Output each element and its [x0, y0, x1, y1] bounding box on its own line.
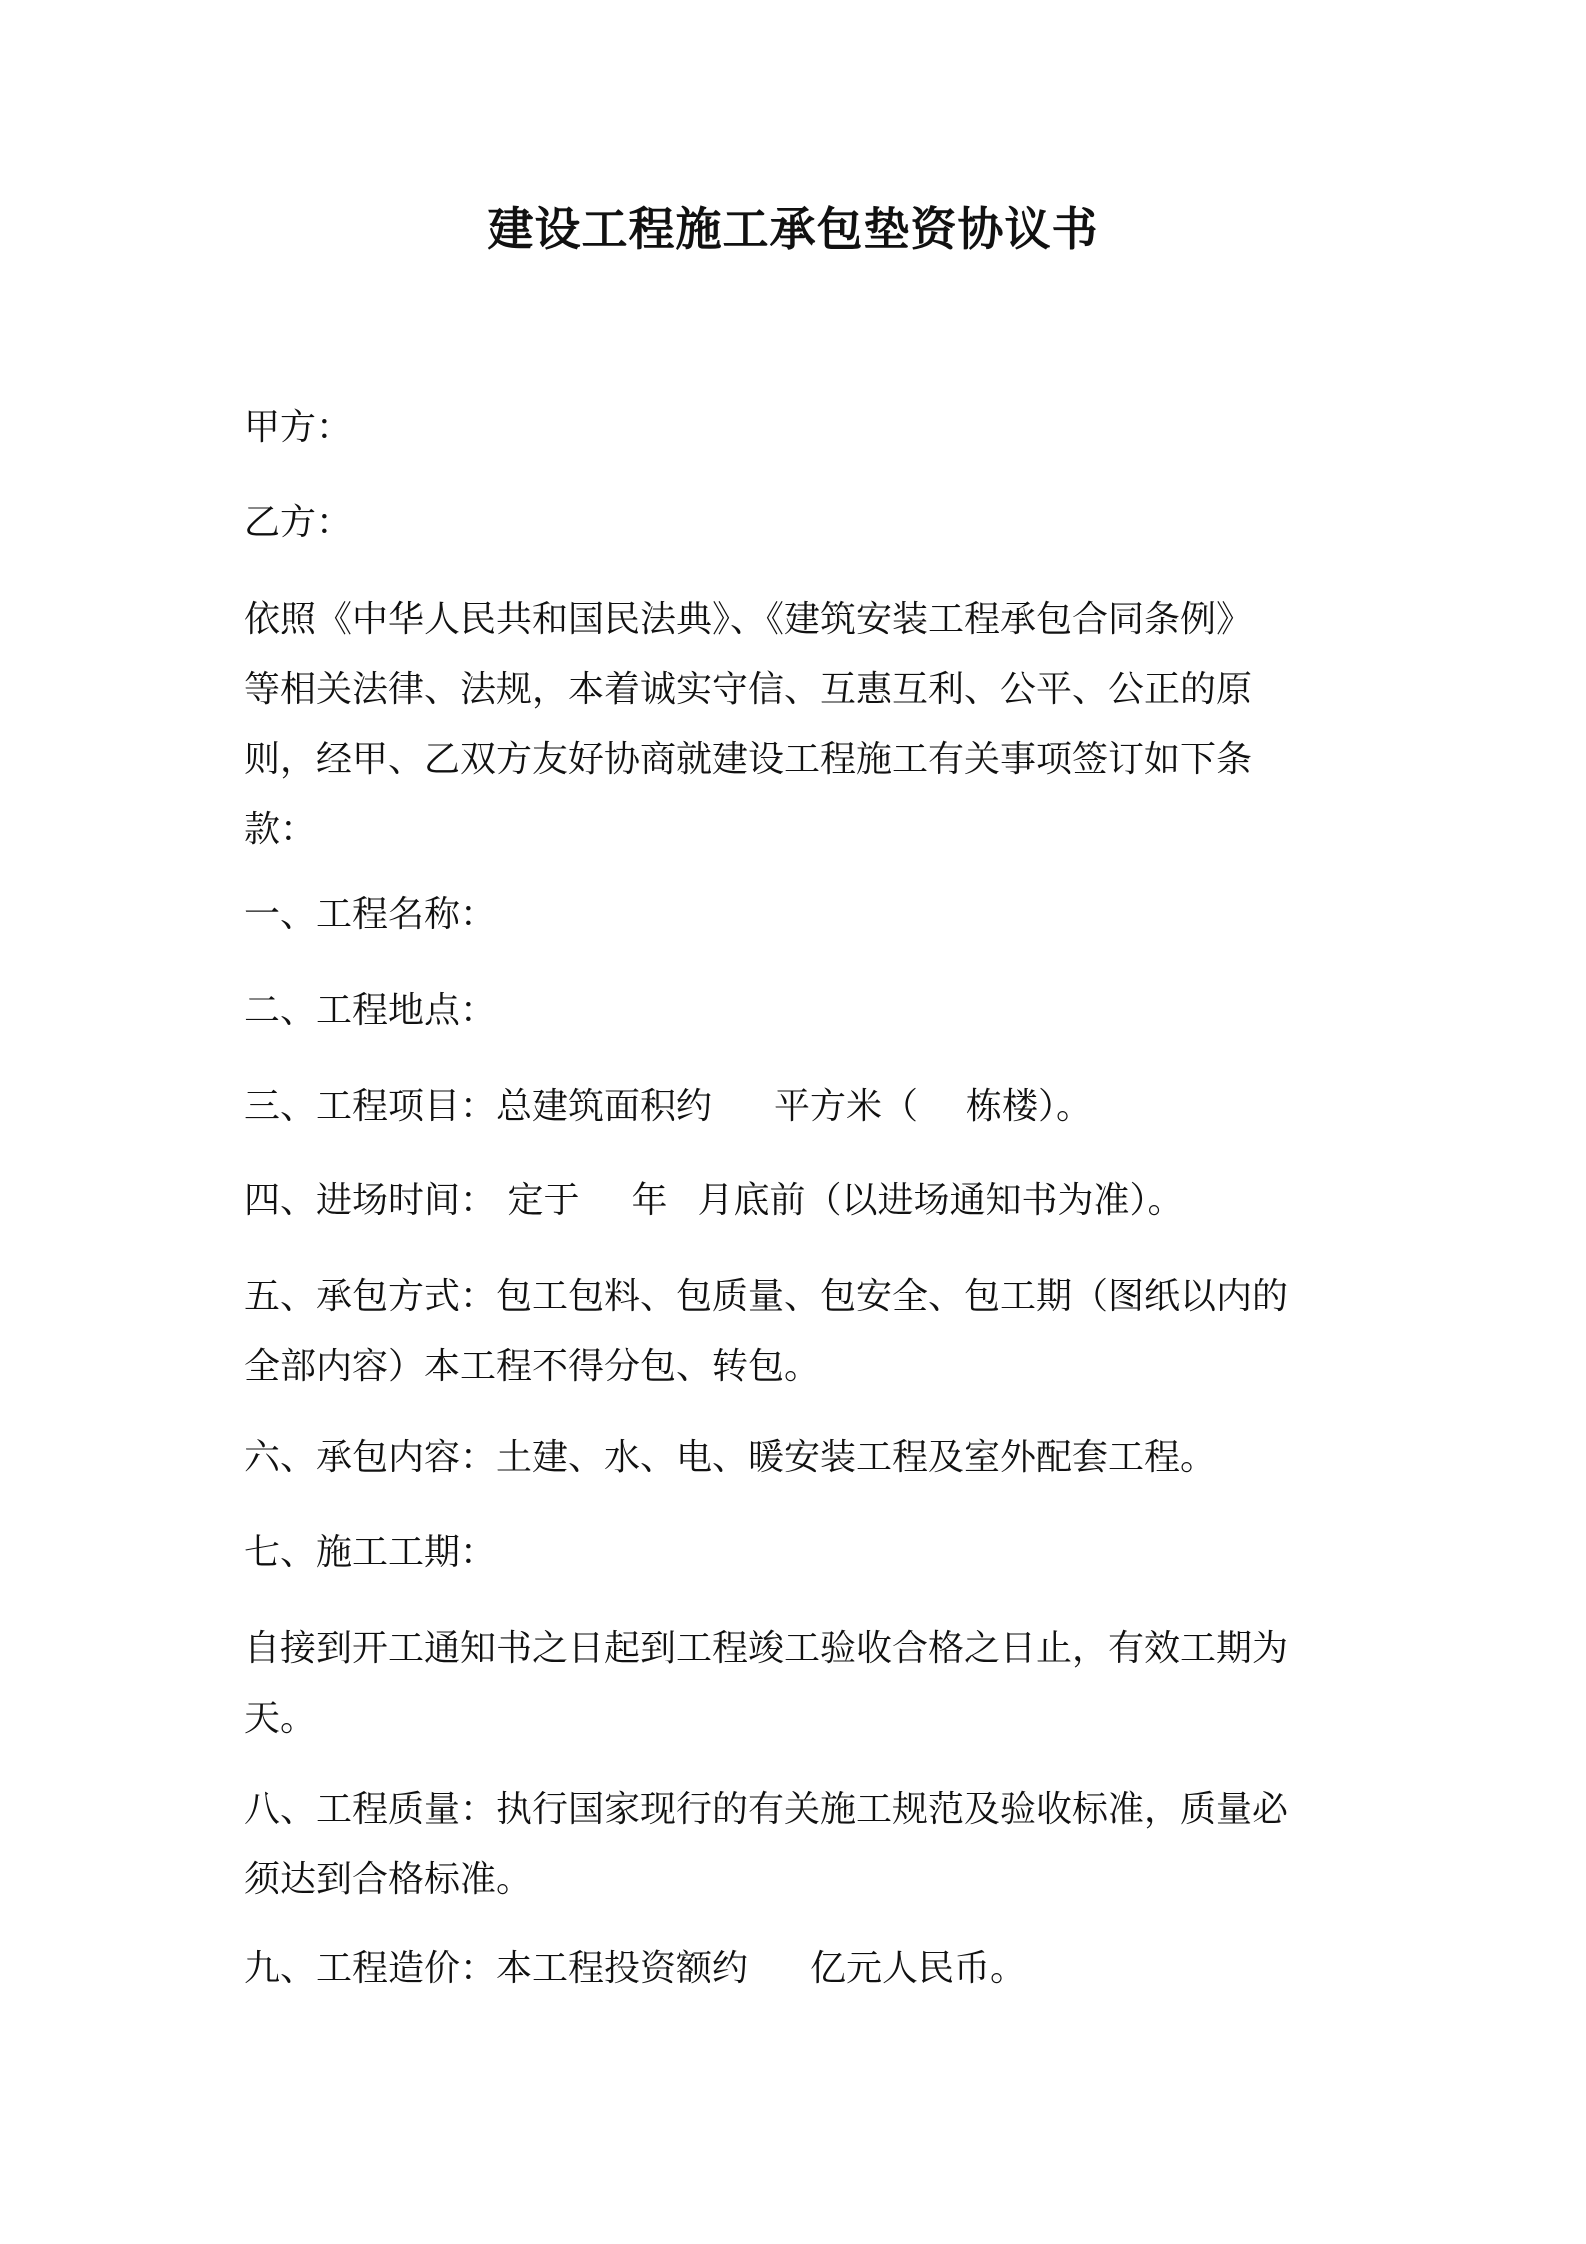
- party-a-label: 甲方：: [244, 407, 353, 448]
- clause-quality: [244, 1775, 1344, 1915]
- preamble-line: 等相关法律、法规，本着诚实守信、互惠互利、公平、公正的原: [244, 669, 1253, 710]
- clause-line: 须达到合格标准。: [244, 1859, 533, 1900]
- clause-line: 自接到开工通知书之日起到工程竣工验收合格之日止，有效工期为: [244, 1628, 1289, 1669]
- preamble-line: 款：: [244, 809, 317, 850]
- clause-line: 全部内容）本工程不得分包、转包。: [244, 1346, 821, 1387]
- clause-project-location: 二、工程地点：: [244, 990, 497, 1031]
- clause-period-detail: [244, 1614, 1344, 1754]
- clause-line: 八、工程质量：执行国家现行的有关施工规范及验收标准，质量必: [244, 1789, 1289, 1830]
- clause-text: 四、进场时间： 定于: [244, 1180, 580, 1221]
- clause-text: 年: [631, 1180, 668, 1221]
- clause-text: 三、工程项目：总建筑面积约: [244, 1086, 713, 1127]
- clause-construction-period: 七、施工工期：: [244, 1532, 497, 1573]
- clause-project-scope: [244, 1072, 1344, 1142]
- clause-project-name: 一、工程名称：: [244, 894, 497, 935]
- clause-contract-mode: [244, 1262, 1344, 1402]
- clause-text: 亿元人民币。: [810, 1948, 1027, 1989]
- clause-line: 天。: [244, 1698, 317, 1739]
- clause-contract-content: 六、承包内容：土建、水、电、暖安装工程及室外配套工程。: [244, 1437, 1217, 1478]
- clause-text: 栋楼）。: [966, 1086, 1093, 1127]
- clause-entry-time: [244, 1166, 1344, 1236]
- clause-text: 月底前（以进场通知书为准）。: [697, 1180, 1184, 1221]
- clause-line: 五、承包方式：包工包料、包质量、包安全、包工期（图纸以内的: [244, 1276, 1289, 1317]
- document-title: 建设工程施工承包垫资协议书: [487, 202, 1099, 256]
- clause-text: 平方米（: [774, 1086, 919, 1127]
- preamble-line: 依照《中华人民共和国民法典》、《建筑安装工程承包合同条例》: [244, 599, 1253, 640]
- preamble-paragraph: [244, 585, 1344, 865]
- clause-project-cost: [244, 1934, 1344, 2004]
- preamble-line: 则，经甲、乙双方友好协商就建设工程施工有关事项签订如下条: [244, 739, 1253, 780]
- clause-text: 九、工程造价：本工程投资额约: [244, 1948, 749, 1989]
- party-b-label: 乙方：: [244, 502, 353, 543]
